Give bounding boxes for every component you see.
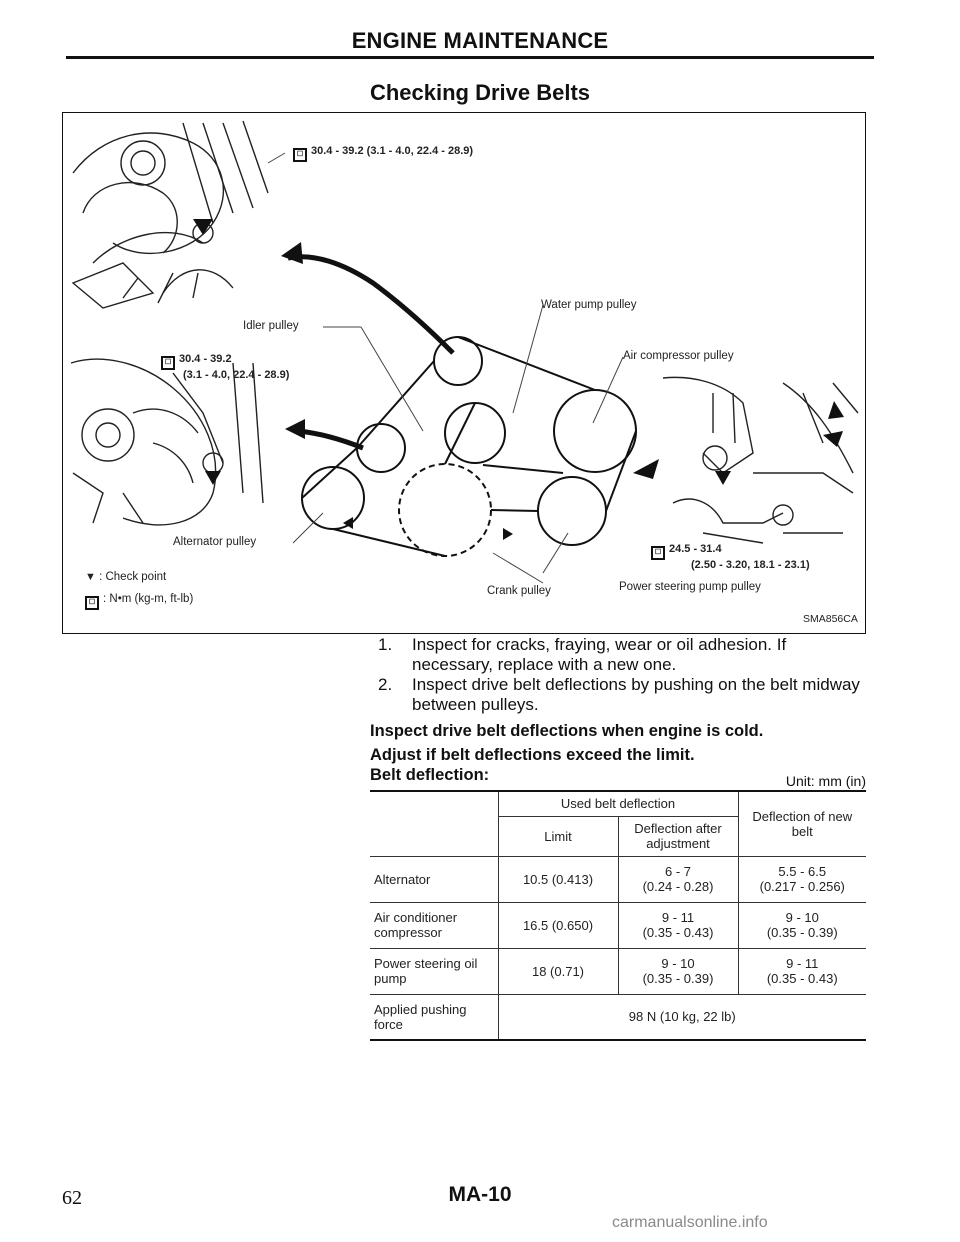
table-row-applied-force xyxy=(370,994,866,1040)
page-number: 62 xyxy=(62,1187,82,1209)
label-crank-pulley: Crank pulley xyxy=(487,585,551,597)
belt-deflection-heading: Belt deflection: xyxy=(370,766,490,784)
row-name: Alternator xyxy=(374,871,431,887)
header-limit: Limit xyxy=(498,816,618,856)
row-new-belt: 5.5 - 6.5 (0.217 - 0.256) xyxy=(738,856,866,902)
check-point-icon-left xyxy=(205,471,221,485)
row-name: Applied pushing force xyxy=(374,1001,467,1032)
table-row xyxy=(370,856,866,902)
torque-wrench-icon: ☐ xyxy=(293,148,307,162)
cold-engine-note: Inspect drive belt deflections when engine is cold. xyxy=(370,722,764,740)
engine-sketch-top-left xyxy=(73,121,268,308)
torque-wrench-icon: ☐ xyxy=(651,546,665,560)
row-after-adjustment: 9 - 10 (0.35 - 0.39) xyxy=(618,948,738,994)
header-deflection-after-adjustment: Deflection after adjustment xyxy=(618,816,738,856)
water-pump-pulley xyxy=(445,403,505,463)
table-row xyxy=(370,902,866,948)
belt-deflection-table xyxy=(370,790,866,1041)
row-name: Air conditioner compressor xyxy=(374,910,458,940)
power-steering-pump-pulley xyxy=(538,477,606,545)
table-corner-cell xyxy=(370,791,498,856)
adjust-limit-note: Adjust if belt deflections exceed the limit. xyxy=(370,746,695,764)
check-point-icon-right xyxy=(715,471,731,485)
row-new-belt: 9 - 10 (0.35 - 0.39) xyxy=(738,902,866,948)
instruction-step-1: 1. Inspect for cracks, fraying, wear or oil adhesion. If necessary, replace with a new one. xyxy=(378,635,787,674)
torque-wrench-icon: ☐ xyxy=(85,596,99,610)
page-header-title: ENGINE MAINTENANCE xyxy=(351,28,609,53)
check-point-icon-lower-right xyxy=(503,528,513,540)
belt-diagram-figure xyxy=(62,112,866,634)
row-after-adjustment: 9 - 11 (0.35 - 0.43) xyxy=(618,902,738,948)
torque-callout-right-line2: (2.50 - 3.20, 18.1 - 23.1) xyxy=(691,559,810,571)
row-name: Power steering oil pump xyxy=(374,956,478,986)
watermark: carmanualsonline.info xyxy=(612,1214,768,1231)
instruction-step-1-text: Inspect for cracks, fraying, wear or oil adhesion. If necessary, replace with a new one. xyxy=(412,635,787,674)
row-limit: 16.5 (0.650) xyxy=(498,902,618,948)
row-after-adjustment: 6 - 7 (0.24 - 0.28) xyxy=(618,856,738,902)
instruction-step-2-text: Inspect drive belt deflections by pushing on the belt midway between pulleys. xyxy=(412,675,860,714)
direction-arrow-top xyxy=(288,257,453,353)
section-title: Checking Drive Belts xyxy=(369,80,591,105)
applied-force-value: 98 N (10 kg, 22 lb) xyxy=(498,994,866,1040)
crank-pulley xyxy=(399,464,491,556)
row-limit: 10.5 (0.413) xyxy=(498,856,618,902)
label-water-pump-pulley: Water pump pulley xyxy=(541,299,637,311)
idler-pulley-lower xyxy=(357,424,405,472)
instructions-block xyxy=(370,635,870,785)
torque-callout-left-line2: (3.1 - 4.0, 22.4 - 28.9) xyxy=(183,369,290,381)
check-point-legend-icon: ▼ xyxy=(85,571,96,583)
leader-lines xyxy=(268,153,623,583)
instruction-step-2: 2. Inspect drive belt deflections by pushing on the belt midway between pulleys. xyxy=(378,675,860,714)
label-power-steering-pump-pulley: Power steering pump pulley xyxy=(619,581,761,593)
engine-sketch-right xyxy=(663,377,858,543)
header-rule xyxy=(66,56,874,59)
direction-arrow-left xyxy=(298,431,363,448)
header-deflection-new-belt: Deflection of new belt xyxy=(738,791,866,856)
legend-check-point: ▼ : Check point xyxy=(85,571,167,583)
torque-wrench-icon: ☐ xyxy=(161,356,175,370)
direction-arrow-right-top xyxy=(828,401,844,419)
legend-torque-unit: ☐ : N•m (kg-m, ft-lb) xyxy=(85,593,193,610)
torque-callout-top: ☐ 30.4 - 39.2 (3.1 - 4.0, 22.4 - 28.9) xyxy=(293,145,473,162)
table-row xyxy=(370,948,866,994)
row-limit: 18 (0.71) xyxy=(498,948,618,994)
table-unit-label: Unit: mm (in) xyxy=(785,773,866,789)
header-used-belt-deflection: Used belt deflection xyxy=(498,791,738,816)
engine-sketch-left xyxy=(71,359,263,525)
page-code: MA-10 xyxy=(448,1183,512,1206)
torque-callout-right-line1: ☐ 24.5 - 31.4 xyxy=(651,543,722,560)
row-new-belt: 9 - 11 (0.35 - 0.43) xyxy=(738,948,866,994)
label-idler-pulley: Idler pulley xyxy=(243,320,299,332)
direction-arrow-right xyxy=(633,459,659,479)
label-alternator-pulley: Alternator pulley xyxy=(173,536,257,548)
air-compressor-pulley xyxy=(554,390,636,472)
label-air-compressor-pulley: Air compressor pulley xyxy=(623,350,734,362)
alternator-pulley xyxy=(302,467,364,529)
torque-callout-left-line1: ☐ 30.4 - 39.2 xyxy=(161,353,232,370)
figure-code: SMA856CA xyxy=(803,613,858,625)
